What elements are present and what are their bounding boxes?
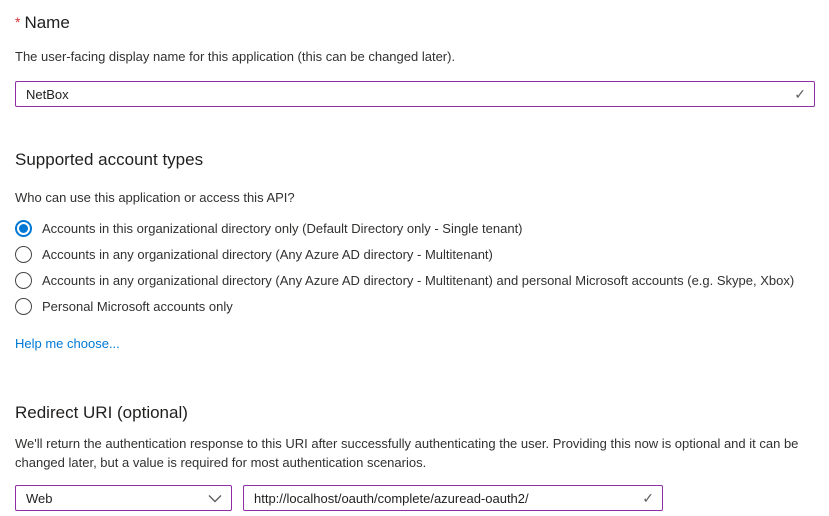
radio-unselected-icon[interactable] (15, 246, 32, 263)
radio-option-label: Personal Microsoft accounts only (42, 298, 233, 314)
name-section-title (15, 11, 815, 34)
radio-option-multitenant[interactable] (15, 241, 815, 267)
valid-check-icon: ✓ (642, 490, 654, 506)
account-types-title: Supported account types (15, 150, 204, 169)
radio-option-label: Accounts in any organizational directory (Any Azure AD directory - Multitenant) and personal Microsoft accounts (e.g. Skype, Xbox) (42, 272, 795, 288)
help-me-choose-link[interactable]: Help me choose... (15, 336, 120, 351)
chevron-down-icon (208, 494, 222, 503)
radio-option-single-tenant[interactable] (15, 215, 815, 241)
platform-select-value: Web (26, 490, 53, 506)
platform-select[interactable] (15, 485, 232, 511)
name-input[interactable] (16, 83, 794, 105)
radio-option-label: Accounts in any organizational directory (Any Azure AD directory - Multitenant) (42, 246, 493, 262)
name-input-wrapper (15, 81, 815, 107)
radio-unselected-icon[interactable] (15, 298, 32, 315)
account-types-radio-group (15, 215, 815, 319)
radio-option-multitenant-personal[interactable] (15, 267, 815, 293)
account-types-section (15, 149, 815, 353)
radio-unselected-icon[interactable] (15, 272, 32, 289)
redirect-uri-input-wrapper (243, 485, 663, 511)
radio-option-label: Accounts in this organizational directory only (Default Directory only - Single tenant) (42, 220, 523, 236)
valid-check-icon: ✓ (794, 86, 806, 102)
radio-selected-icon[interactable] (15, 220, 32, 237)
redirect-uri-title: Redirect URI (optional) (15, 403, 188, 422)
redirect-uri-input[interactable] (244, 487, 642, 509)
required-asterisk: * (15, 14, 21, 30)
name-description: The user-facing display name for this application (this can be changed later). (15, 49, 456, 64)
redirect-uri-description: We'll return the authentication response to this URI after successfully authenticating the user. Providing this now is optional and it can be changed later, but a value is required for most authentication scenarios. (15, 436, 799, 470)
redirect-uri-controls (15, 485, 815, 511)
radio-option-personal-only[interactable] (15, 293, 815, 319)
name-title-text: Name (24, 13, 70, 32)
redirect-uri-section (15, 402, 815, 511)
account-types-question: Who can use this application or access this API? (15, 190, 295, 205)
